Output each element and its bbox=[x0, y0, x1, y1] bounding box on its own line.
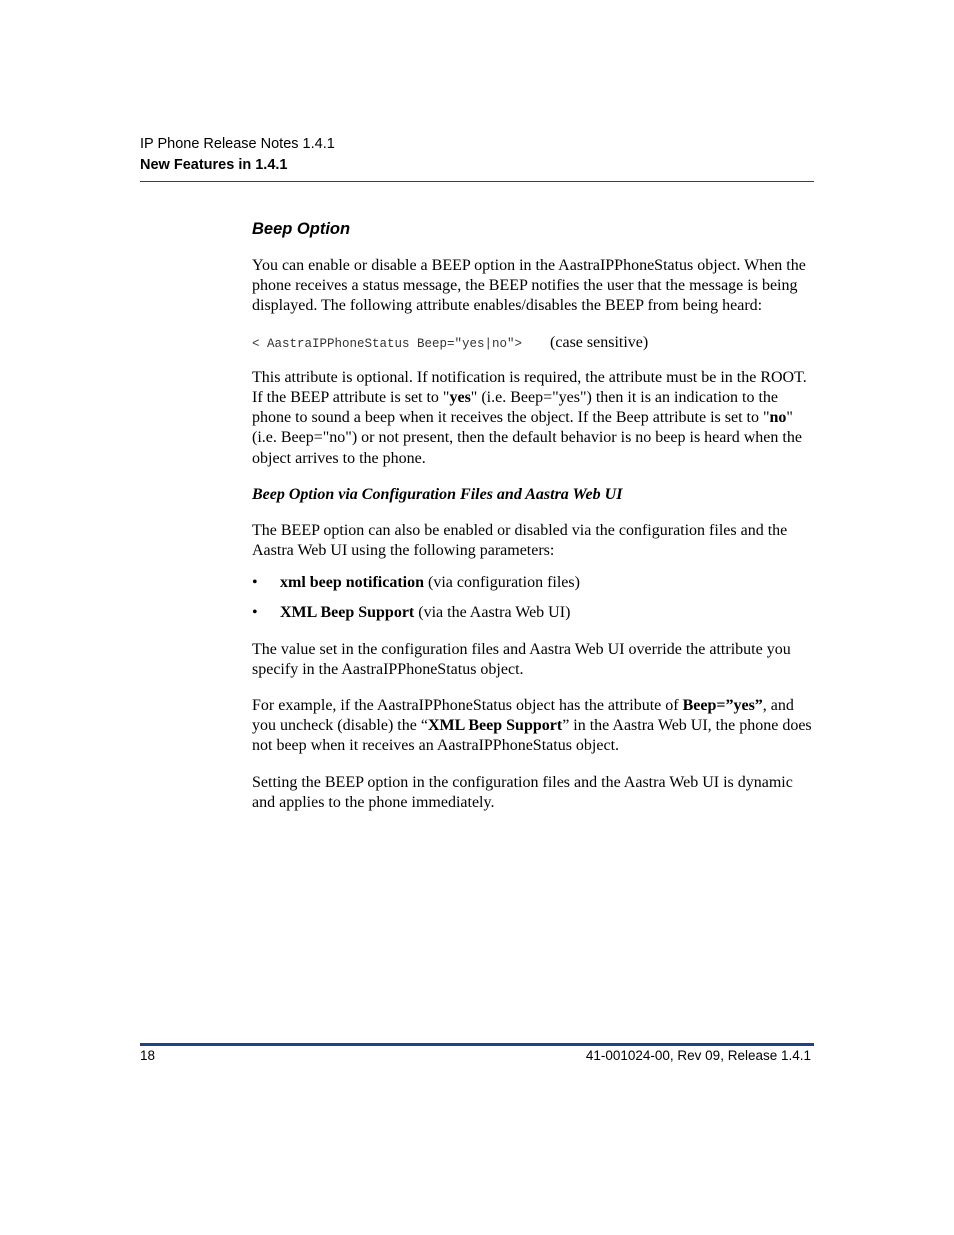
p2-no: no bbox=[769, 409, 787, 427]
p2-text-c: " (i.e. Beep="no") or not present, then the default behavior is no beep is heard when the object arrives to the phone. bbox=[252, 409, 802, 467]
code-note: (case sensitive) bbox=[550, 333, 649, 351]
param-desc: (via the Aastra Web UI) bbox=[414, 604, 571, 622]
code-example bbox=[252, 333, 818, 354]
parameter-list bbox=[252, 573, 818, 623]
example-paragraph bbox=[252, 696, 818, 757]
section-title: Beep Option bbox=[252, 220, 351, 238]
document-id: 41-001024-00, Rev 09, Release 1.4.1 bbox=[585, 1048, 811, 1063]
header-rule bbox=[140, 181, 814, 182]
intro-paragraph: You can enable or disable a BEEP option in the AastraIPPhoneStatus object. When the phone receives a status message, the BEEP notifies the user that the message is being displayed. The following attribute enables/disables the BEEP from being heard: bbox=[252, 257, 806, 315]
subsection-title: Beep Option via Configuration Files and Aastra Web UI bbox=[252, 485, 623, 503]
p2-text-a: This attribute is optional. If notification is required, the attribute must be in the ROOT. If the BEEP attribute is set to " bbox=[252, 368, 807, 407]
p5-text-a: For example, if the AastraIPPhoneStatus object has the attribute of bbox=[252, 697, 683, 715]
override-paragraph: The value set in the configuration files and Aastra Web UI override the attribute you specify in the AastraIPPhoneStatus object. bbox=[252, 640, 791, 678]
param-name: XML Beep Support bbox=[280, 604, 415, 622]
p5-beep-yes: Beep=”yes” bbox=[682, 697, 763, 715]
page-number: 18 bbox=[140, 1048, 156, 1063]
bullet-icon: • bbox=[252, 574, 258, 592]
p5-text-b: , and you uncheck (disable) the “ bbox=[252, 697, 794, 735]
p2-yes: yes bbox=[449, 389, 471, 407]
dynamic-paragraph: Setting the BEEP option in the configuration files and the Aastra Web UI is dynamic and applies to the phone immediately. bbox=[252, 773, 793, 811]
header-title: IP Phone Release Notes 1.4.1 bbox=[140, 136, 335, 152]
list-item bbox=[252, 603, 818, 623]
code-snippet: < AastraIPPhoneStatus Beep="yes|no"> bbox=[252, 336, 523, 351]
param-name: xml beep notification bbox=[280, 574, 424, 592]
list-item bbox=[252, 573, 818, 593]
optional-attribute-paragraph bbox=[252, 368, 818, 469]
config-paragraph: The BEEP option can also be enabled or disabled via the configuration files and the Aastra Web UI using the following parameters: bbox=[252, 521, 788, 560]
param-desc: (via configuration files) bbox=[424, 574, 580, 592]
p5-xml-beep-support: XML Beep Support bbox=[427, 717, 563, 735]
p5-text-c: ” in the Aastra Web UI, the phone does not beep when it receives an AastraIPPhoneStatus object. bbox=[252, 717, 812, 755]
page-content bbox=[252, 218, 818, 829]
p2-text-b: " (i.e. Beep="yes") then it is an indication to the phone to sound a beep when it receives the object. If the Beep attribute is set to " bbox=[252, 389, 779, 427]
bullet-icon: • bbox=[252, 604, 258, 622]
footer-rule bbox=[140, 1043, 814, 1046]
header-subtitle: New Features in 1.4.1 bbox=[140, 157, 288, 173]
